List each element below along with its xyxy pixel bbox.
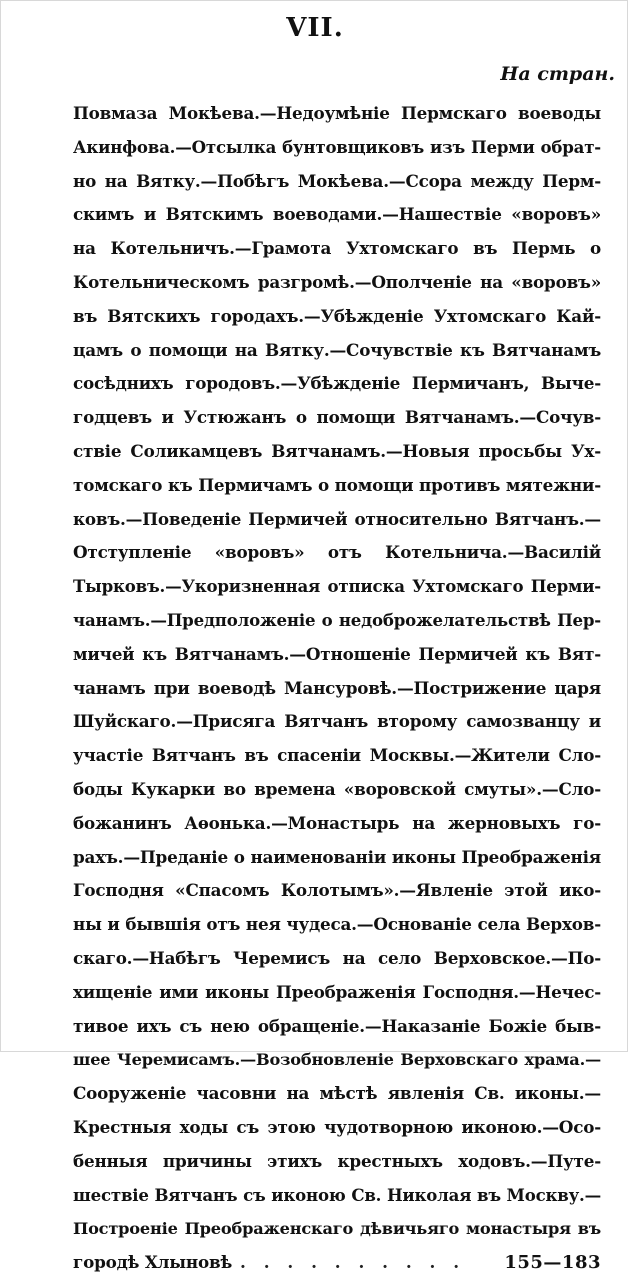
toc-line: чанамъ при воеводѣ Мансуровѣ.—Пострижение царя — [73, 677, 601, 698]
toc-line: Шуйскаго.—Присяга Вятчанъ второму самозванцу и — [73, 711, 601, 732]
toc-entry — [73, 97, 613, 1280]
toc-line: боды Кукарки во времена «воровской смуты».—Сло- — [73, 778, 601, 799]
toc-line: Сооруженіе часовни на мѣстѣ явленія Св. иконы.— — [73, 1083, 601, 1104]
page-range: 155—183 — [504, 1252, 601, 1274]
toc-line: цамъ о помощи на Вятку.—Сочувствіе къ Вятчанамъ — [73, 339, 601, 360]
toc-final-line — [73, 1246, 601, 1280]
toc-line: скимъ и Вятскимъ воеводами.—Нашествіе «воровъ» — [73, 204, 601, 225]
toc-line: въ Вятскихъ городахъ.—Убѣжденіе Ухтомскаго Кай- — [73, 305, 601, 326]
toc-line: шествіе Вятчанъ съ иконою Св. Николая въ Москву.— — [73, 1184, 601, 1205]
toc-line: Акинфова.—Отсылка бунтовщиковъ изъ Перми обрат- — [73, 136, 601, 157]
toc-line: на Котельничъ.—Грамота Ухтомскаго въ Пермь о — [73, 238, 601, 259]
toc-line: тивое ихъ съ нею обращеніе.—Наказаніе Божіе быв- — [73, 1015, 601, 1036]
toc-line: чанамъ.—Предположеніе о недоброжелательствѣ Пер- — [73, 609, 601, 630]
toc-line: Крестныя ходы съ этою чудотворною иконою.—Осо- — [73, 1116, 601, 1137]
toc-line: Котельническомъ разгромѣ.—Ополченіе на «воровъ» — [73, 271, 601, 292]
toc-line: годцевъ и Устюжанъ о помощи Вятчанамъ.—Сочув- — [73, 407, 601, 428]
toc-line: божанинъ Аѳонька.—Монастырь на жерновыхъ го- — [73, 812, 601, 833]
toc-line: но на Вятку.—Побѣгъ Мокѣева.—Ссора между Перм- — [73, 170, 601, 191]
toc-line: участіе Вятчанъ въ спасеніи Москвы.—Жители Сло- — [73, 745, 601, 766]
page-number: VII. — [286, 13, 344, 43]
toc-line: Господня «Спасомъ Колотымъ».—Явленіе этой ико- — [73, 880, 601, 901]
toc-line: ны и бывшія отъ нея чудеса.—Основаніе села Верхов- — [73, 914, 601, 935]
toc-line: рахъ.—Преданіе о наименованіи иконы Преображенія — [73, 846, 601, 867]
toc-line: томскаго къ Пермичамъ о помощи противъ мятежни- — [73, 474, 601, 495]
toc-line: Тырковъ.—Укоризненная отписка Ухтомскаго Перми- — [73, 576, 601, 597]
toc-line: сосѣднихъ городовъ.—Убѣжденіе Пермичанъ, Выче- — [73, 373, 601, 394]
toc-line: шее Черемисамъ.—Возобновленіе Верховскаго храма.— — [73, 1050, 601, 1070]
toc-line: скаго.—Набѣгъ Черемисъ на село Верховское.—По- — [73, 947, 601, 968]
toc-line: мичей къ Вятчанамъ.—Отношеніе Пермичей къ Вят- — [73, 643, 601, 664]
dot-leader: . . . . . . . . . . — [240, 1252, 466, 1273]
toc-final-text: городѣ Хлыновѣ — [73, 1252, 233, 1273]
toc-line: Построеніе Преображенскаго дѣвичьяго монастыря въ — [73, 1219, 601, 1239]
toc-line: бенныя причины этихъ крестныхъ ходовъ.—Путе- — [73, 1150, 601, 1171]
toc-line: Повмаза Мокѣева.—Недоумѣніе Пермскаго воеводы — [73, 103, 601, 123]
toc-line: Отступленіе «воровъ» отъ Котельнича.—Василій — [73, 542, 601, 563]
page-column-label: На стран. — [500, 63, 615, 85]
toc-line: хищеніе ими иконы Преображенія Господня.—Нечес- — [73, 981, 601, 1002]
toc-line: ковъ.—Поведеніе Пермичей относительно Вятчанъ.— — [73, 508, 601, 529]
toc-line: ствіе Соликамцевъ Вятчанамъ.—Новыя просьбы Ух- — [73, 440, 601, 461]
